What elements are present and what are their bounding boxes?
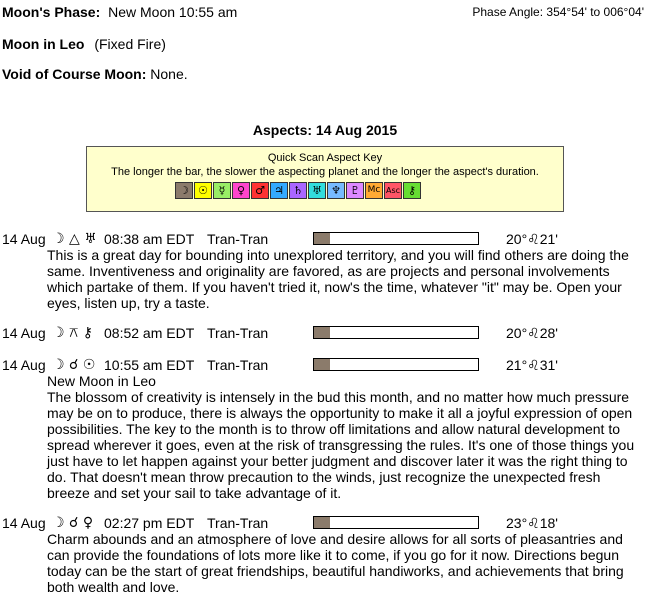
moon-in-value: (Fixed Fire) (94, 36, 166, 52)
moon-phase-line (2, 4, 237, 20)
aspect-subtitle: New Moon in Leo (47, 373, 156, 389)
moon-phase-label: Moon's Phase: (2, 4, 101, 20)
void-of-course-line (2, 66, 188, 82)
midheaven-key-chip: Mc (365, 182, 383, 199)
aspect-bar-fill (314, 359, 330, 370)
aspects-title: Aspects: 14 Aug 2015 (252, 122, 398, 138)
aspect-position: 20°♌21' (506, 231, 558, 247)
aspect-date: 14 Aug (2, 357, 46, 373)
aspect-description: This is a great day for bounding into unexplored territory, and you will find others are doing the same. Inventiveness and originality are favored, as are projects and personal involvements which partake of them. If you haven't tried it, now's the time, whatever "it" may be. Open your eyes, listen up, try a taste. (47, 247, 629, 311)
saturn-key-chip: ♄ (289, 182, 307, 199)
mercury-key-chip: ☿ (213, 182, 231, 199)
pluto-key-chip: ♇ (346, 182, 364, 199)
aspect-date: 14 Aug (2, 325, 46, 341)
phase-angle: Phase Angle: 354°54' to 006°04' (472, 5, 644, 19)
aspect-bar-fill (314, 517, 330, 528)
void-value: None. (150, 66, 188, 82)
aspect-time: 08:38 am EDT (104, 231, 195, 247)
moon-key-chip: ☽ (175, 182, 193, 199)
void-label: Void of Course Moon: (2, 66, 147, 82)
aspect-date: 14 Aug (2, 515, 46, 531)
aspect-key-subtitle: The longer the bar, the slower the aspecting planet and the longer the aspect's duration. (111, 166, 539, 178)
aspect-type: Tran-Tran (207, 515, 269, 531)
aspect-position: 21°♌31' (506, 357, 558, 373)
aspect-duration-bar (313, 358, 479, 371)
aspect-glyphs: ☽ ⚻ ⚷ (52, 325, 94, 341)
moon-in-label: Moon in Leo (2, 36, 85, 52)
aspect-bar-fill (314, 327, 330, 338)
aspect-position: 20°♌28' (506, 325, 558, 341)
aspect-type: Tran-Tran (207, 231, 269, 247)
aspect-duration-bar (313, 516, 479, 529)
aspect-glyphs: ☽ ☌ ☉ (52, 357, 96, 373)
aspect-key-title: Quick Scan Aspect Key (267, 152, 383, 164)
aspect-position: 23°♌18' (506, 515, 558, 531)
aspect-type: Tran-Tran (207, 357, 269, 373)
aspect-type: Tran-Tran (207, 325, 269, 341)
jupiter-key-chip: ♃ (270, 182, 288, 199)
aspect-bar-fill (314, 233, 330, 244)
aspect-key-box (86, 146, 564, 212)
chiron-key-chip: ⚷ (403, 182, 421, 199)
uranus-key-chip: ♅ (308, 182, 326, 199)
aspect-duration-bar (313, 326, 479, 339)
aspect-key-chips (175, 182, 421, 200)
aspect-description: Charm abounds and an atmosphere of love and desire allows for all sorts of pleasantries and can provide the foundations of lots more like it to come, if you go for it now. Directions begun today can be the start of great friendships, beautiful handiworks, and achievements that bring both wealth and love. (47, 531, 624, 595)
aspect-date: 14 Aug (2, 231, 46, 247)
mars-key-chip: ♂ (251, 182, 269, 199)
moon-in-line (2, 36, 166, 52)
aspect-duration-bar (313, 232, 479, 245)
aspect-time: 02:27 pm EDT (104, 515, 195, 531)
moon-phase-value: New Moon 10:55 am (108, 4, 238, 20)
aspect-time: 10:55 am EDT (104, 357, 195, 373)
aspect-glyphs: ☽ △ ♅ (52, 231, 97, 247)
aspect-time: 08:52 am EDT (104, 325, 195, 341)
aspect-glyphs: ☽ ☌ ♀ (52, 515, 94, 531)
ascendant-key-chip: Asc (384, 182, 402, 199)
aspect-description: The blossom of creativity is intensely in the bud this month, and no matter how much pressure may be on to produce, there is always the opportunity to make it all a joyful expression of open possibilities. The key to the month is to throw off limitations and allow natural development to spread wherever it goes, even at the risk of transgressing the rules. It's one of those things you just have to let happen against your better judgment and discover later it was the right thing to do. That doesn't mean throw precaution to the winds, just recognize the unexpected fresh breeze and set your sail to take advantage of it. (47, 389, 635, 501)
venus-key-chip: ♀ (232, 182, 250, 199)
sun-key-chip: ☉ (194, 182, 212, 199)
neptune-key-chip: ♆ (327, 182, 345, 199)
